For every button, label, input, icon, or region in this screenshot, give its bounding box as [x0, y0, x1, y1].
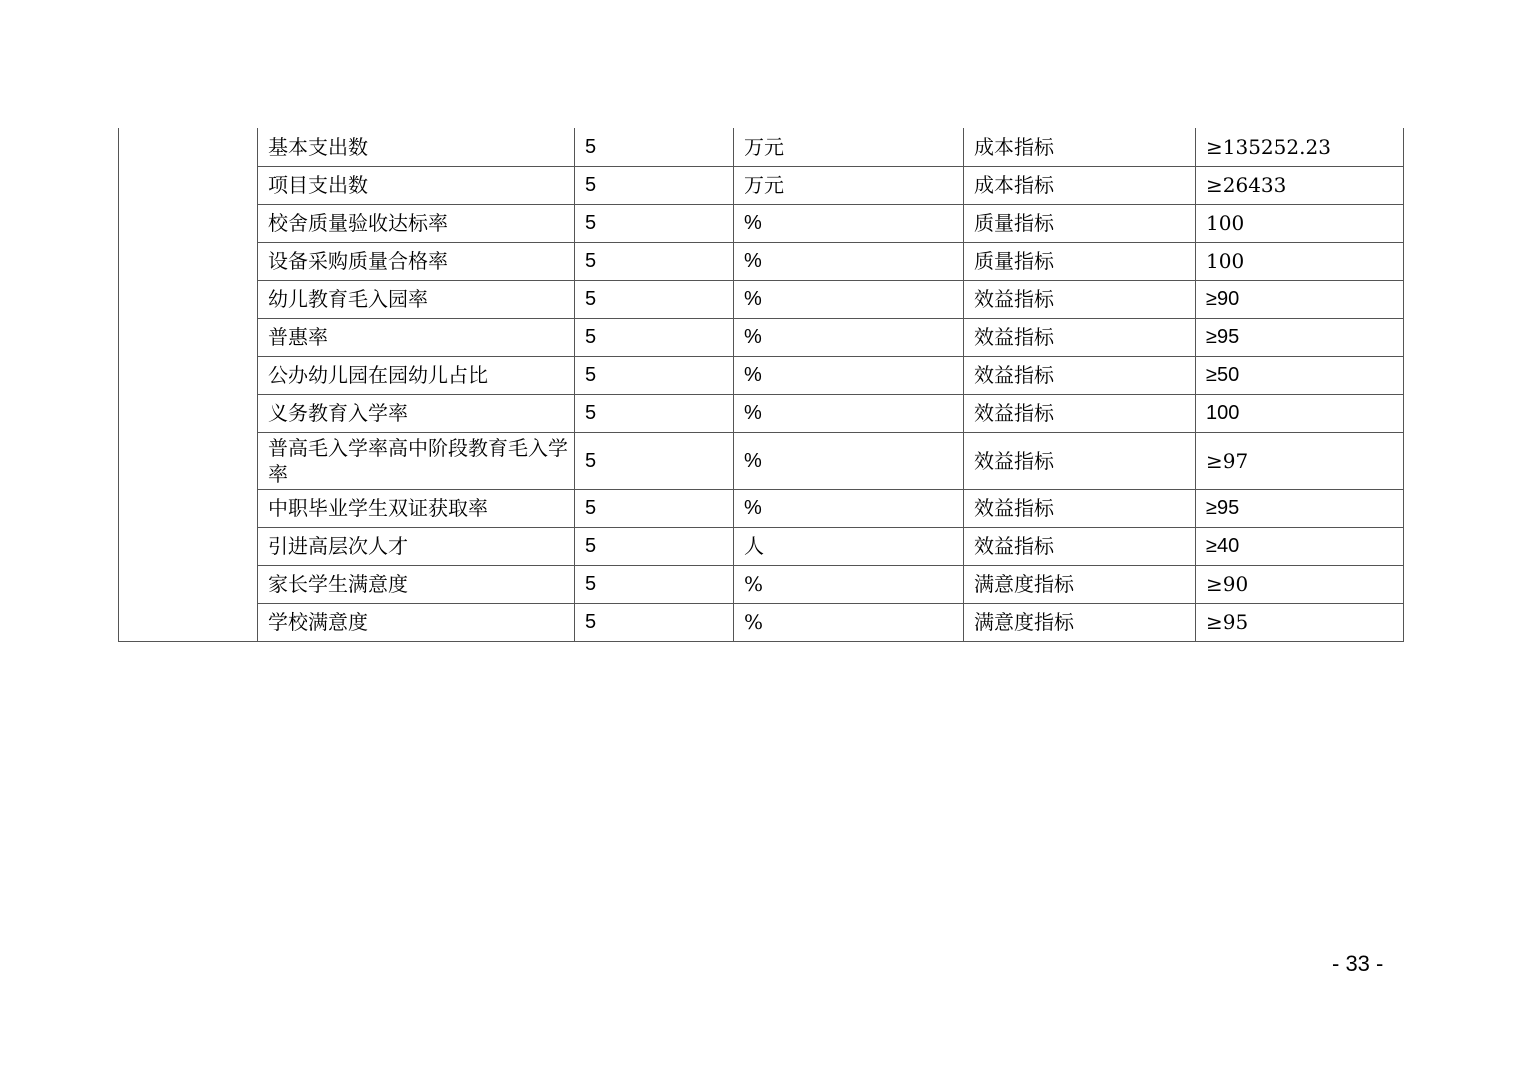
- indicator-category: 效益指标: [964, 489, 1196, 527]
- indicator-name: 公办幼儿园在园幼儿占比: [258, 356, 575, 394]
- indicator-weight: 5: [575, 603, 734, 641]
- indicator-category: 成本指标: [964, 128, 1196, 166]
- indicator-target: ≥40: [1196, 527, 1404, 565]
- indicator-unit: %: [734, 204, 964, 242]
- indicator-target: ≥95: [1196, 603, 1404, 641]
- indicator-category: 效益指标: [964, 356, 1196, 394]
- indicator-target: ≥95: [1196, 318, 1404, 356]
- table-row: [119, 280, 1404, 318]
- indicator-name: 引进高层次人才: [258, 527, 575, 565]
- indicator-name: 项目支出数: [258, 166, 575, 204]
- indicator-weight: 5: [575, 318, 734, 356]
- indicator-weight: 5: [575, 280, 734, 318]
- indicator-target: ≥90: [1196, 565, 1404, 603]
- table-row: [119, 527, 1404, 565]
- indicator-unit: %: [734, 603, 964, 641]
- indicator-weight: 5: [575, 128, 734, 166]
- indicator-category: 效益指标: [964, 432, 1196, 489]
- indicator-category: 质量指标: [964, 204, 1196, 242]
- indicator-target: 100: [1196, 242, 1404, 280]
- indicator-unit: %: [734, 242, 964, 280]
- performance-indicator-table: [118, 128, 1404, 642]
- indicator-name: 家长学生满意度: [258, 565, 575, 603]
- indicator-name: 幼儿教育毛入园率: [258, 280, 575, 318]
- indicator-weight: 5: [575, 432, 734, 489]
- indicator-category: 效益指标: [964, 280, 1196, 318]
- indicator-unit: %: [734, 565, 964, 603]
- indicator-category: 满意度指标: [964, 603, 1196, 641]
- table-row: [119, 489, 1404, 527]
- merged-category-cell: [119, 128, 258, 641]
- indicator-weight: 5: [575, 394, 734, 432]
- table-row: [119, 432, 1404, 489]
- indicator-weight: 5: [575, 527, 734, 565]
- indicator-category: 满意度指标: [964, 565, 1196, 603]
- indicator-name: 普高毛入学率高中阶段教育毛入学率: [258, 432, 575, 489]
- indicator-name: 普惠率: [258, 318, 575, 356]
- indicator-target: ≥90: [1196, 280, 1404, 318]
- indicator-unit: %: [734, 489, 964, 527]
- table-row: [119, 242, 1404, 280]
- indicator-weight: 5: [575, 565, 734, 603]
- indicator-category: 效益指标: [964, 394, 1196, 432]
- indicator-target: ≥135252.23: [1196, 128, 1404, 166]
- indicator-unit: 万元: [734, 128, 964, 166]
- indicator-unit: %: [734, 280, 964, 318]
- indicator-category: 质量指标: [964, 242, 1196, 280]
- indicator-weight: 5: [575, 489, 734, 527]
- table-row: [119, 166, 1404, 204]
- indicator-target: ≥50: [1196, 356, 1404, 394]
- indicator-target: 100: [1196, 204, 1404, 242]
- indicator-weight: 5: [575, 356, 734, 394]
- page-number: - 33 -: [1332, 951, 1384, 976]
- indicator-target: ≥97: [1196, 432, 1404, 489]
- table-row: [119, 128, 1404, 166]
- table-row: [119, 204, 1404, 242]
- indicator-name: 设备采购质量合格率: [258, 242, 575, 280]
- indicator-category: 效益指标: [964, 318, 1196, 356]
- indicator-name: 校舍质量验收达标率: [258, 204, 575, 242]
- indicator-weight: 5: [575, 166, 734, 204]
- table-row: [119, 318, 1404, 356]
- table-row: [119, 565, 1404, 603]
- indicator-unit: %: [734, 394, 964, 432]
- indicator-weight: 5: [575, 242, 734, 280]
- indicator-name: 基本支出数: [258, 128, 575, 166]
- indicator-category: 效益指标: [964, 527, 1196, 565]
- table-row: [119, 603, 1404, 641]
- indicator-name: 中职毕业学生双证获取率: [258, 489, 575, 527]
- indicator-unit: 万元: [734, 166, 964, 204]
- indicator-unit: 人: [734, 527, 964, 565]
- indicator-name: 义务教育入学率: [258, 394, 575, 432]
- indicator-weight: 5: [575, 204, 734, 242]
- indicator-category: 成本指标: [964, 166, 1196, 204]
- indicator-target: 100: [1196, 394, 1404, 432]
- indicator-target: ≥95: [1196, 489, 1404, 527]
- indicator-unit: %: [734, 432, 964, 489]
- table-row: [119, 356, 1404, 394]
- table-row: [119, 394, 1404, 432]
- indicator-unit: %: [734, 318, 964, 356]
- indicator-unit: %: [734, 356, 964, 394]
- indicator-name: 学校满意度: [258, 603, 575, 641]
- indicator-target: ≥26433: [1196, 166, 1404, 204]
